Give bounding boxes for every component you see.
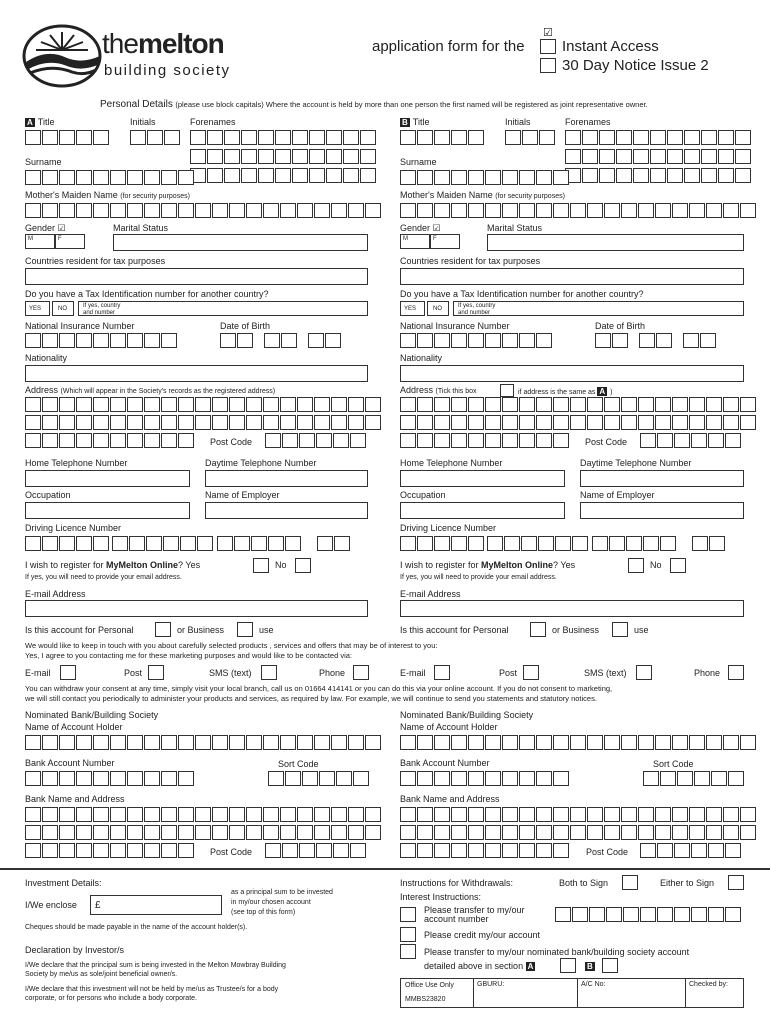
logo: [22, 18, 262, 88]
bank-addr-row1[interactable]: [25, 807, 382, 822]
holder-boxes[interactable]: [25, 735, 382, 750]
nominated-label: Nominated Bank/Building Society: [400, 710, 534, 720]
nominated-line2: detailed above in section A: [424, 961, 534, 971]
badge-a: A: [27, 118, 33, 127]
mkt-email-a-label: E-mail: [25, 668, 51, 678]
day-tel-input[interactable]: [580, 470, 744, 487]
instant-access-checkbox[interactable]: [540, 39, 556, 54]
consent-line2: we will still contact you periodically to administer your products and services, as required by law. For example, we will continue to send you statements and statutory notices.: [25, 694, 597, 703]
mkt-sms-b-label: SMS (text): [584, 668, 627, 678]
nationality-label: Nationality: [400, 353, 443, 363]
both-sign-checkbox[interactable]: [622, 875, 638, 890]
mkt-post-a-label: Post: [124, 668, 143, 678]
interest-heading: Interest Instructions:: [400, 892, 482, 902]
instant-access-label: Instant Access: [562, 38, 659, 55]
ni-boxes[interactable]: [25, 333, 178, 348]
tin-label: Do you have a Tax Identification number for another country?: [400, 289, 644, 299]
forenames-boxes-row1[interactable]: [565, 130, 752, 145]
maiden-boxes[interactable]: [25, 203, 382, 218]
dob-year-boxes[interactable]: [308, 333, 342, 348]
account-for-label: Is this account for Personal: [400, 625, 509, 635]
sort-label: Sort Code: [653, 759, 694, 769]
licence-boxes-1[interactable]: [400, 536, 485, 551]
tin-country-input[interactable]: If yes, country and number: [453, 301, 744, 316]
account-for-label: Is this account for Personal: [25, 625, 134, 635]
register-no-label: No: [650, 560, 662, 570]
mkt-post-b-checkbox[interactable]: [523, 665, 539, 680]
licence-boxes-3[interactable]: [592, 536, 677, 551]
mkt-phone-a-checkbox[interactable]: [353, 665, 369, 680]
address-a-label: Address (Which will appear in the Society's records as the registered address): [25, 385, 276, 395]
initials-boxes[interactable]: [130, 130, 181, 145]
licence-boxes-3[interactable]: [217, 536, 302, 551]
use-label: use: [634, 625, 649, 635]
marital-label: Marital Status: [487, 223, 543, 233]
section-divider: [0, 868, 770, 870]
marital-label: Marital Status: [113, 223, 169, 233]
declaration-2b: corporate, or for persons who include a body corporate.: [25, 995, 197, 1002]
use-label: use: [259, 625, 274, 635]
ni-label: National Insurance Number: [25, 321, 135, 331]
bank-addr-row3[interactable]: [25, 843, 195, 858]
email-label: E-mail Address: [25, 589, 86, 599]
surname-boxes-row1[interactable]: [190, 168, 377, 183]
licence-boxes-2[interactable]: [112, 536, 214, 551]
occupation-input[interactable]: [400, 502, 565, 519]
initials-boxes[interactable]: [505, 130, 556, 145]
mkt-email-a-checkbox[interactable]: [60, 665, 76, 680]
holder-boxes[interactable]: [400, 735, 757, 750]
withdrawals-heading: Instructions for Withdrawals:: [400, 878, 514, 888]
cheques-note: Cheques should be made payable in the name of the account holder(s).: [25, 924, 248, 931]
surname-boxes-row2[interactable]: [400, 170, 570, 185]
investment-heading: Investment Details:: [25, 878, 102, 888]
tin-yes-box[interactable]: YES: [400, 301, 425, 316]
bank-postcode-boxes[interactable]: [265, 843, 367, 858]
email-input[interactable]: [400, 600, 744, 617]
enclose-amount-input[interactable]: £: [90, 895, 222, 915]
nominated-transfer-checkbox[interactable]: [400, 944, 416, 959]
principal-line3: (see top of this form): [231, 909, 296, 916]
licence-label: Driving Licence Number: [400, 523, 497, 533]
nationality-label: Nationality: [25, 353, 68, 363]
countries-input[interactable]: [400, 268, 744, 285]
holder-label: Name of Account Holder: [400, 722, 498, 732]
nominated-label: Nominated Bank/Building Society: [25, 710, 159, 720]
either-sign-checkbox[interactable]: [728, 875, 744, 890]
personal-checkbox[interactable]: [530, 622, 546, 637]
transfer-checkbox[interactable]: [400, 907, 416, 922]
office-checked: Checked by:: [689, 981, 728, 988]
dob-label: Date of Birth: [595, 321, 646, 331]
licence-label: Driving Licence Number: [25, 523, 122, 533]
credit-checkbox[interactable]: [400, 927, 416, 942]
consent-line1: You can withdraw your consent at any time, simply visit your local branch, call us on 01664 414141 or you can do this via your online account. If you do not consent to marketing,: [25, 684, 613, 693]
principal-line1: as a principal sum to be invested: [231, 889, 333, 896]
employer-input[interactable]: [580, 502, 744, 519]
mkt-phone-b-checkbox[interactable]: [728, 665, 744, 680]
bank-addr-row2[interactable]: [25, 825, 382, 840]
holder-label: Name of Account Holder: [25, 722, 123, 732]
mkt-sms-b-checkbox[interactable]: [636, 665, 652, 680]
countries-label: Countries resident for tax purposes: [400, 256, 541, 266]
both-sign-label: Both to Sign: [559, 878, 609, 888]
register-note: If yes, you will need to provide your email address.: [25, 574, 182, 581]
maiden-label: Mother's Maiden Name (for security purposes): [25, 190, 190, 200]
address-b-row2[interactable]: [400, 415, 757, 430]
home-tel-input[interactable]: [25, 470, 190, 487]
gender-m-box[interactable]: M: [400, 234, 430, 249]
declaration-2a: I/We declare that this investment will not be held by me/us as Trustee/s for a body: [25, 986, 279, 993]
register-label: I wish to register for MyMelton Online? Yes: [25, 560, 201, 570]
day-tel-label: Daytime Telephone Number: [580, 458, 692, 468]
tin-country-input[interactable]: If yes, country and number: [78, 301, 368, 316]
title-boxes[interactable]: [400, 130, 485, 145]
mkt-post-b-label: Post: [499, 668, 518, 678]
gender-tick-icon: ☑: [432, 223, 441, 233]
occupation-label: Occupation: [25, 490, 71, 500]
address-a-row1[interactable]: [25, 397, 382, 412]
bank-name-label: Bank Name and Address: [25, 794, 125, 804]
account-no-boxes[interactable]: [400, 771, 570, 786]
personal-checkbox[interactable]: [155, 622, 171, 637]
nominated-line1: Please transfer to my/our nominated bank/building society account: [424, 947, 690, 957]
dob-month-boxes[interactable]: [264, 333, 298, 348]
account-no-boxes[interactable]: [25, 771, 195, 786]
register-note: If yes, you will need to provide your email address.: [400, 574, 557, 581]
tin-no-box[interactable]: NO: [52, 301, 74, 316]
ni-boxes[interactable]: [400, 333, 553, 348]
home-tel-label: Home Telephone Number: [25, 458, 128, 468]
day-tel-label: Daytime Telephone Number: [205, 458, 317, 468]
top-tick-icon: ☑: [543, 27, 553, 39]
dob-day-boxes[interactable]: [595, 333, 629, 348]
title-label: Title: [37, 117, 55, 127]
nominated-b-badge: B: [587, 962, 593, 971]
forenames-label: Forenames: [565, 117, 611, 127]
dob-month-boxes[interactable]: [639, 333, 673, 348]
dob-year-boxes[interactable]: [683, 333, 717, 348]
personal-details-heading: Personal Details (please use block capitals) Where the account is held by more than one person the first named will be registered as joint representative owner.: [100, 99, 648, 110]
brand-the: the: [102, 28, 138, 59]
transfer-line1: Please transfer to my/our: [424, 905, 525, 915]
forenames-label: Forenames: [190, 117, 236, 127]
account-no-label: Bank Account Number: [25, 758, 115, 768]
same-address-note: if address is the same as A ): [518, 387, 613, 396]
office-gburu: GBURU:: [477, 981, 505, 988]
day-tel-input[interactable]: [205, 470, 368, 487]
transfer-line2: account number: [424, 914, 489, 924]
ni-label: National Insurance Number: [400, 321, 510, 331]
employer-label: Name of Employer: [205, 490, 280, 500]
licence-boxes-1[interactable]: [25, 536, 110, 551]
business-checkbox[interactable]: [612, 622, 628, 637]
declaration-1b: Society by me/us as sole/joint beneficial owner/s.: [25, 971, 178, 978]
office-divider-1: [473, 978, 474, 1008]
email-input[interactable]: [25, 600, 368, 617]
postcode-b-boxes[interactable]: [640, 433, 742, 448]
register-label: I wish to register for MyMelton Online? Yes: [400, 560, 576, 570]
licence-boxes-2[interactable]: [487, 536, 589, 551]
forenames-boxes-row2[interactable]: [190, 149, 377, 164]
licence-boxes-4[interactable]: [317, 536, 351, 551]
tin-no-box[interactable]: NO: [427, 301, 449, 316]
bank-postcode-label: Post Code: [586, 847, 629, 857]
mkt-post-a-checkbox[interactable]: [148, 665, 164, 680]
brand-subtitle: building society: [104, 62, 231, 79]
bank-postcode-label: Post Code: [210, 847, 253, 857]
register-no-label: No: [275, 560, 287, 570]
30day-notice-checkbox[interactable]: [540, 58, 556, 73]
address-b-label: Address (Tick this box: [400, 385, 477, 395]
initials-label: Initials: [130, 117, 156, 127]
countries-input[interactable]: [25, 268, 368, 285]
account-no-label: Bank Account Number: [400, 758, 490, 768]
home-tel-label: Home Telephone Number: [400, 458, 503, 468]
marital-input[interactable]: [113, 234, 368, 251]
postcode-a-label: Post Code: [210, 437, 253, 447]
dob-day-boxes[interactable]: [220, 333, 254, 348]
mkt-email-b-label: E-mail: [400, 668, 426, 678]
tin-label: Do you have a Tax Identification number for another country?: [25, 289, 269, 299]
logo-emblem-icon: [22, 18, 102, 88]
forenames-boxes-row1[interactable]: [190, 130, 377, 145]
address-a-row3[interactable]: [25, 433, 195, 448]
brand-melton: melton: [137, 28, 224, 59]
office-mmbs: MMBS23820: [405, 996, 446, 1003]
marital-input[interactable]: [487, 234, 744, 251]
sort-code-boxes[interactable]: [268, 771, 370, 786]
employer-input[interactable]: [205, 502, 368, 519]
bank-addr-row2[interactable]: [400, 825, 757, 840]
office-use-label: Office Use Only: [405, 982, 454, 989]
mkt-sms-a-label: SMS (text): [209, 668, 252, 678]
nominated-b-checkbox[interactable]: [602, 958, 618, 973]
declaration-1a: I/We declare that the principal sum is being invested in the Melton Mowbray Building: [25, 962, 286, 969]
mkt-email-b-checkbox[interactable]: [434, 665, 450, 680]
same-address-checkbox[interactable]: [500, 384, 514, 397]
principal-line2: in my/our chosen account: [231, 899, 311, 906]
postcode-a-boxes[interactable]: [265, 433, 367, 448]
forenames-boxes-row2[interactable]: [565, 149, 752, 164]
surname-boxes-row1[interactable]: [565, 168, 752, 183]
or-business-label: or Business: [177, 625, 225, 635]
postcode-b-label: Post Code: [585, 437, 628, 447]
register-no-checkbox[interactable]: [670, 558, 686, 573]
gender-tick-icon: ☑: [57, 223, 66, 233]
sort-label: Sort Code: [278, 759, 319, 769]
employer-label: Name of Employer: [580, 490, 655, 500]
mkt-phone-b-label: Phone: [694, 668, 721, 678]
business-checkbox[interactable]: [237, 622, 253, 637]
sort-code-boxes[interactable]: [643, 771, 745, 786]
or-business-label: or Business: [552, 625, 600, 635]
gender-label: Gender ☑: [25, 223, 66, 233]
enclose-label: I/We enclose: [25, 900, 77, 910]
surname-boxes-row2[interactable]: [25, 170, 195, 185]
bank-postcode-boxes[interactable]: [640, 843, 742, 858]
30day-notice-label: 30 Day Notice Issue 2: [562, 57, 709, 74]
office-divider-2: [577, 978, 578, 1008]
licence-boxes-4[interactable]: [692, 536, 726, 551]
declaration-heading: Declaration by Investor/s: [25, 945, 125, 955]
address-b-row1[interactable]: [400, 397, 757, 412]
office-divider-3: [685, 978, 686, 1008]
occupation-label: Occupation: [400, 490, 446, 500]
nominated-a-checkbox[interactable]: [560, 958, 576, 973]
bank-name-label: Bank Name and Address: [400, 794, 500, 804]
mkt-sms-a-checkbox[interactable]: [261, 665, 277, 680]
title-boxes[interactable]: [25, 130, 110, 145]
register-yes-checkbox[interactable]: [253, 558, 269, 573]
mkt-phone-a-label: Phone: [319, 668, 346, 678]
nationality-input[interactable]: [400, 365, 744, 382]
gender-m-box[interactable]: M: [25, 234, 55, 249]
dob-label: Date of Birth: [220, 321, 271, 331]
either-sign-label: Either to Sign: [660, 878, 715, 888]
app-form-label: application form for the: [372, 38, 525, 55]
occupation-input[interactable]: [25, 502, 190, 519]
maiden-label: Mother's Maiden Name (for security purposes): [400, 190, 565, 200]
home-tel-input[interactable]: [400, 470, 565, 487]
transfer-account-boxes[interactable]: [555, 907, 742, 922]
marketing-line1: We would like to keep in touch with you about carefully selected products , services and offers that may be of interest to you:: [25, 641, 438, 650]
nationality-input[interactable]: [25, 365, 368, 382]
surname-label: Surname: [400, 157, 437, 167]
credit-label: Please credit my/our account: [424, 930, 541, 940]
title-label: Title: [412, 117, 430, 127]
bank-addr-row3[interactable]: [400, 843, 570, 858]
register-no-checkbox[interactable]: [295, 558, 311, 573]
maiden-boxes[interactable]: [400, 203, 757, 218]
gender-label: Gender ☑: [400, 223, 441, 233]
surname-label: Surname: [25, 157, 62, 167]
register-yes-checkbox[interactable]: [628, 558, 644, 573]
badge-b: B: [402, 118, 408, 127]
address-b-row3[interactable]: [400, 433, 570, 448]
office-acno: A/C No:: [581, 981, 606, 988]
email-label: E-mail Address: [400, 589, 461, 599]
address-a-row2[interactable]: [25, 415, 382, 430]
countries-label: Countries resident for tax purposes: [25, 256, 166, 266]
marketing-line2: Yes, I agree to you contacting me for these marketing purposes and would like to be contacted via:: [25, 651, 353, 660]
gender-f-box[interactable]: F: [430, 234, 460, 249]
tin-yes-box[interactable]: YES: [25, 301, 50, 316]
initials-label: Initials: [505, 117, 531, 127]
gender-f-box[interactable]: F: [55, 234, 85, 249]
bank-addr-row1[interactable]: [400, 807, 757, 822]
